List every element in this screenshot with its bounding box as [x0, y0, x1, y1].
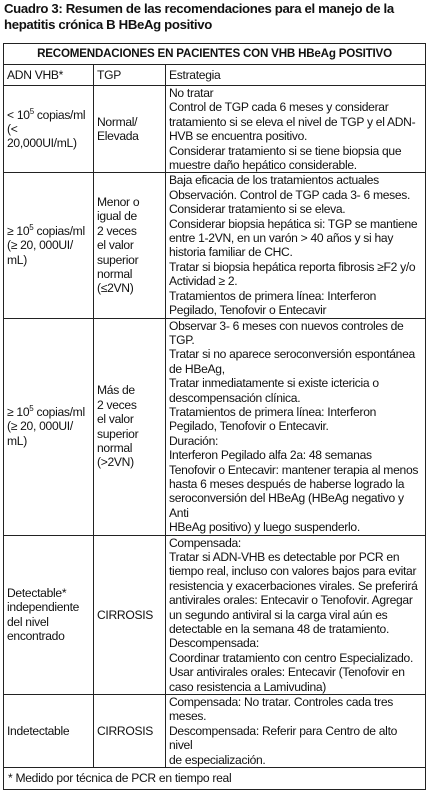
- strategy-line: detectable en la semana 48 de tratamiento.: [169, 622, 390, 637]
- adn-unit: copias/ml: [33, 223, 85, 238]
- strategy-line: Tratar si biopsia hepática reporta fibrosis ≥F2 y/o: [169, 259, 416, 274]
- header-tgp: TGP: [94, 65, 166, 86]
- adn-text: ≥ 10: [7, 223, 30, 238]
- strategy-line: antivirales orales: Entecavir o Tenofovir. Agregar: [169, 593, 413, 608]
- strategy-line: de especialización.: [169, 752, 266, 767]
- strategy-line: tratamiento si se eleva el nivel de TGP y el ADN-: [169, 114, 416, 129]
- exponent: 5: [29, 403, 34, 413]
- strategy-line: Tratar si ADN-VHB es detectable por PCR en: [169, 550, 400, 564]
- tgp-line: Menor o: [97, 195, 140, 210]
- adn-text: Detectable*: [7, 586, 67, 601]
- adn-cell: [4, 173, 94, 318]
- strategy-line: Tratamientos de primera línea: Interferon: [169, 288, 377, 303]
- recommendations-table: [3, 43, 426, 790]
- strategy-line: Descompensada: Referir para Centro de alto nivel: [169, 723, 398, 753]
- adn-line: [7, 586, 90, 600]
- tgp-line: el valor: [97, 238, 134, 253]
- adn-line: [7, 253, 90, 267]
- tgp-line: Normal/: [97, 114, 138, 129]
- tgp-line: CIRROSIS: [97, 723, 154, 738]
- strategy-line: Control de TGP cada 6 meses y considerar: [169, 100, 389, 115]
- strategy-line: hasta 6 meses después de haberse logrado la: [169, 476, 405, 491]
- adn-line: [7, 238, 90, 252]
- table-title: RECOMENDACIONES EN PACIENTES CON VHB HBeAg POSITIVO: [4, 44, 426, 65]
- adn-text: (≥ 20, 000UI/: [7, 238, 73, 253]
- adn-line: [7, 419, 90, 433]
- strategy-line: resistencia y exacerbaciones virales. Se preferirá: [169, 578, 418, 593]
- footnote-row: [4, 768, 426, 790]
- strategy-line: Actividad ≥ 2.: [169, 274, 238, 289]
- strategy-line: meses.: [169, 709, 207, 724]
- adn-line: [7, 724, 90, 738]
- strategy-line: caso resistencia a Lamivudina): [169, 679, 327, 694]
- adn-text: del nivel: [7, 614, 49, 629]
- tgp-line: superior: [97, 252, 139, 267]
- tgp-cell: [94, 695, 166, 768]
- adn-line: [7, 122, 90, 151]
- adn-cell: [4, 535, 94, 694]
- adn-text: mL): [7, 252, 27, 267]
- tgp-line: superior: [97, 426, 139, 441]
- strategy-line: historia familiar de CHC.: [169, 245, 293, 260]
- strategy-line: descompensación clínica.: [169, 390, 301, 405]
- adn-text: mL): [7, 433, 27, 448]
- adn-line: [7, 434, 90, 448]
- tgp-cell: [94, 173, 166, 318]
- adn-text: encontrado: [7, 629, 65, 644]
- header-row: [4, 65, 426, 86]
- adn-text: (≥ 20, 000UI/: [7, 419, 73, 434]
- strategy-cell: [166, 86, 426, 173]
- tgp-line: Más de: [97, 383, 135, 398]
- table-row: [4, 86, 426, 173]
- strategy-line: entre 1-2VN, en un varón > 40 años y si hay: [169, 231, 394, 246]
- adn-cell: [4, 318, 94, 535]
- header-adn: ADN VHB*: [4, 65, 94, 86]
- tgp-cell: [94, 86, 166, 173]
- strategy-line: Compensada: No tratar. Controles cada tres: [169, 695, 394, 710]
- tgp-cell: [94, 535, 166, 694]
- table-row: [4, 695, 426, 768]
- strategy-line: Usar antivirales orales: Entecavir (Tenofovir en: [169, 665, 405, 680]
- strategy-line: Descompensada:: [169, 636, 259, 651]
- adn-text: Indetectable: [7, 723, 70, 738]
- strategy-line: Tratar inmediatamente si existe ictericia o: [169, 376, 379, 391]
- tgp-line: CIRROSIS: [97, 607, 154, 622]
- adn-line: [7, 600, 90, 614]
- tgp-line: el valor: [97, 412, 134, 427]
- strategy-line: Pegilado, Tenofovir o Entecavir: [169, 303, 327, 318]
- adn-cell: [4, 86, 94, 173]
- strategy-line: Considerar biopsia hepática si: TGP se mantiene: [169, 216, 418, 231]
- adn-unit: copias/ml: [33, 404, 85, 419]
- exponent: 5: [29, 106, 34, 116]
- adn-text: ≥ 10: [7, 404, 30, 419]
- strategy-line: Compensada:: [169, 535, 241, 550]
- strategy-line: Tenofovir o Entecavir: mantener terapia al menos: [169, 462, 419, 477]
- table-row: [4, 535, 426, 694]
- strategy-line: Baja eficacia de los tratamientos actuales: [169, 173, 379, 188]
- strategy-cell: [166, 173, 426, 318]
- strategy-line: Considerar tratamiento si se tiene biopsia que: [169, 143, 402, 158]
- adn-line: [7, 108, 90, 122]
- adn-line: [7, 615, 90, 629]
- strategy-cell: [166, 695, 426, 768]
- strategy-line: Tratar si no aparece seroconversión espontánea: [169, 347, 415, 362]
- adn-line: [7, 224, 90, 238]
- adn-cell: [4, 695, 94, 768]
- tgp-line: (≤2VN): [97, 281, 134, 296]
- strategy-line: Observar 3- 6 meses con nuevos controles de TGP.: [169, 318, 404, 347]
- strategy-line: HBeAg positivo) y luego suspenderlo.: [169, 520, 360, 535]
- tgp-line: igual de: [97, 209, 137, 224]
- strategy-line: Observación. Control de TGP cada 3- 6 meses.: [169, 187, 411, 202]
- strategy-line: No tratar: [169, 86, 214, 100]
- adn-text: < 10: [7, 107, 30, 122]
- strategy-line: HVB se encuentra positivo.: [169, 129, 308, 144]
- strategy-line: Tratamientos de primera línea: Interferon: [169, 404, 377, 419]
- footnote: * Medido por técnica de PCR en tiempo real: [4, 768, 426, 790]
- strategy-line: Pegilado, Tenofovir o Entecavir.: [169, 419, 329, 434]
- adn-line: [7, 629, 90, 643]
- strategy-line: un segundo antiviral si la carga viral aún es: [169, 607, 388, 622]
- tgp-line: Elevada: [97, 129, 139, 144]
- tgp-line: 2 veces: [97, 223, 137, 238]
- exponent: 5: [29, 222, 34, 232]
- strategy-cell: [166, 535, 426, 694]
- strategy-cell: [166, 318, 426, 535]
- adn-text: (< 20,000UI/mL): [7, 122, 77, 151]
- table-caption: Cuadro 3: Resumen de las recomendaciones para el manejo de la hepatitis crónica B HBeAg positivo: [4, 1, 394, 32]
- tgp-line: normal: [97, 440, 133, 455]
- adn-unit: copias/ml: [33, 107, 86, 122]
- tgp-line: normal: [97, 267, 133, 282]
- strategy-line: Duración:: [169, 433, 219, 448]
- strategy-line: de HBeAg,: [169, 361, 225, 376]
- strategy-line: Coordinar tratamiento con centro Especializado.: [169, 650, 414, 665]
- tgp-line: 2 veces: [97, 397, 137, 412]
- header-strategy: Estrategia: [166, 65, 426, 86]
- tgp-cell: [94, 318, 166, 535]
- table-row: [4, 173, 426, 318]
- strategy-line: tiempo real, incluso con valores bajos para evitar: [169, 564, 417, 579]
- tgp-line: (>2VN): [97, 455, 134, 470]
- strategy-line: Interferon Pegilado alfa 2a: 48 semanas: [169, 448, 372, 463]
- table-row: [4, 318, 426, 535]
- strategy-line: Considerar tratamiento si se eleva.: [169, 202, 346, 217]
- adn-text: independiente: [7, 600, 80, 615]
- strategy-line: seroconversión del HBeAg (HBeAg negativo y Anti: [169, 491, 404, 520]
- adn-line: [7, 405, 90, 419]
- strategy-line: muestre daño hepático considerable.: [169, 158, 357, 173]
